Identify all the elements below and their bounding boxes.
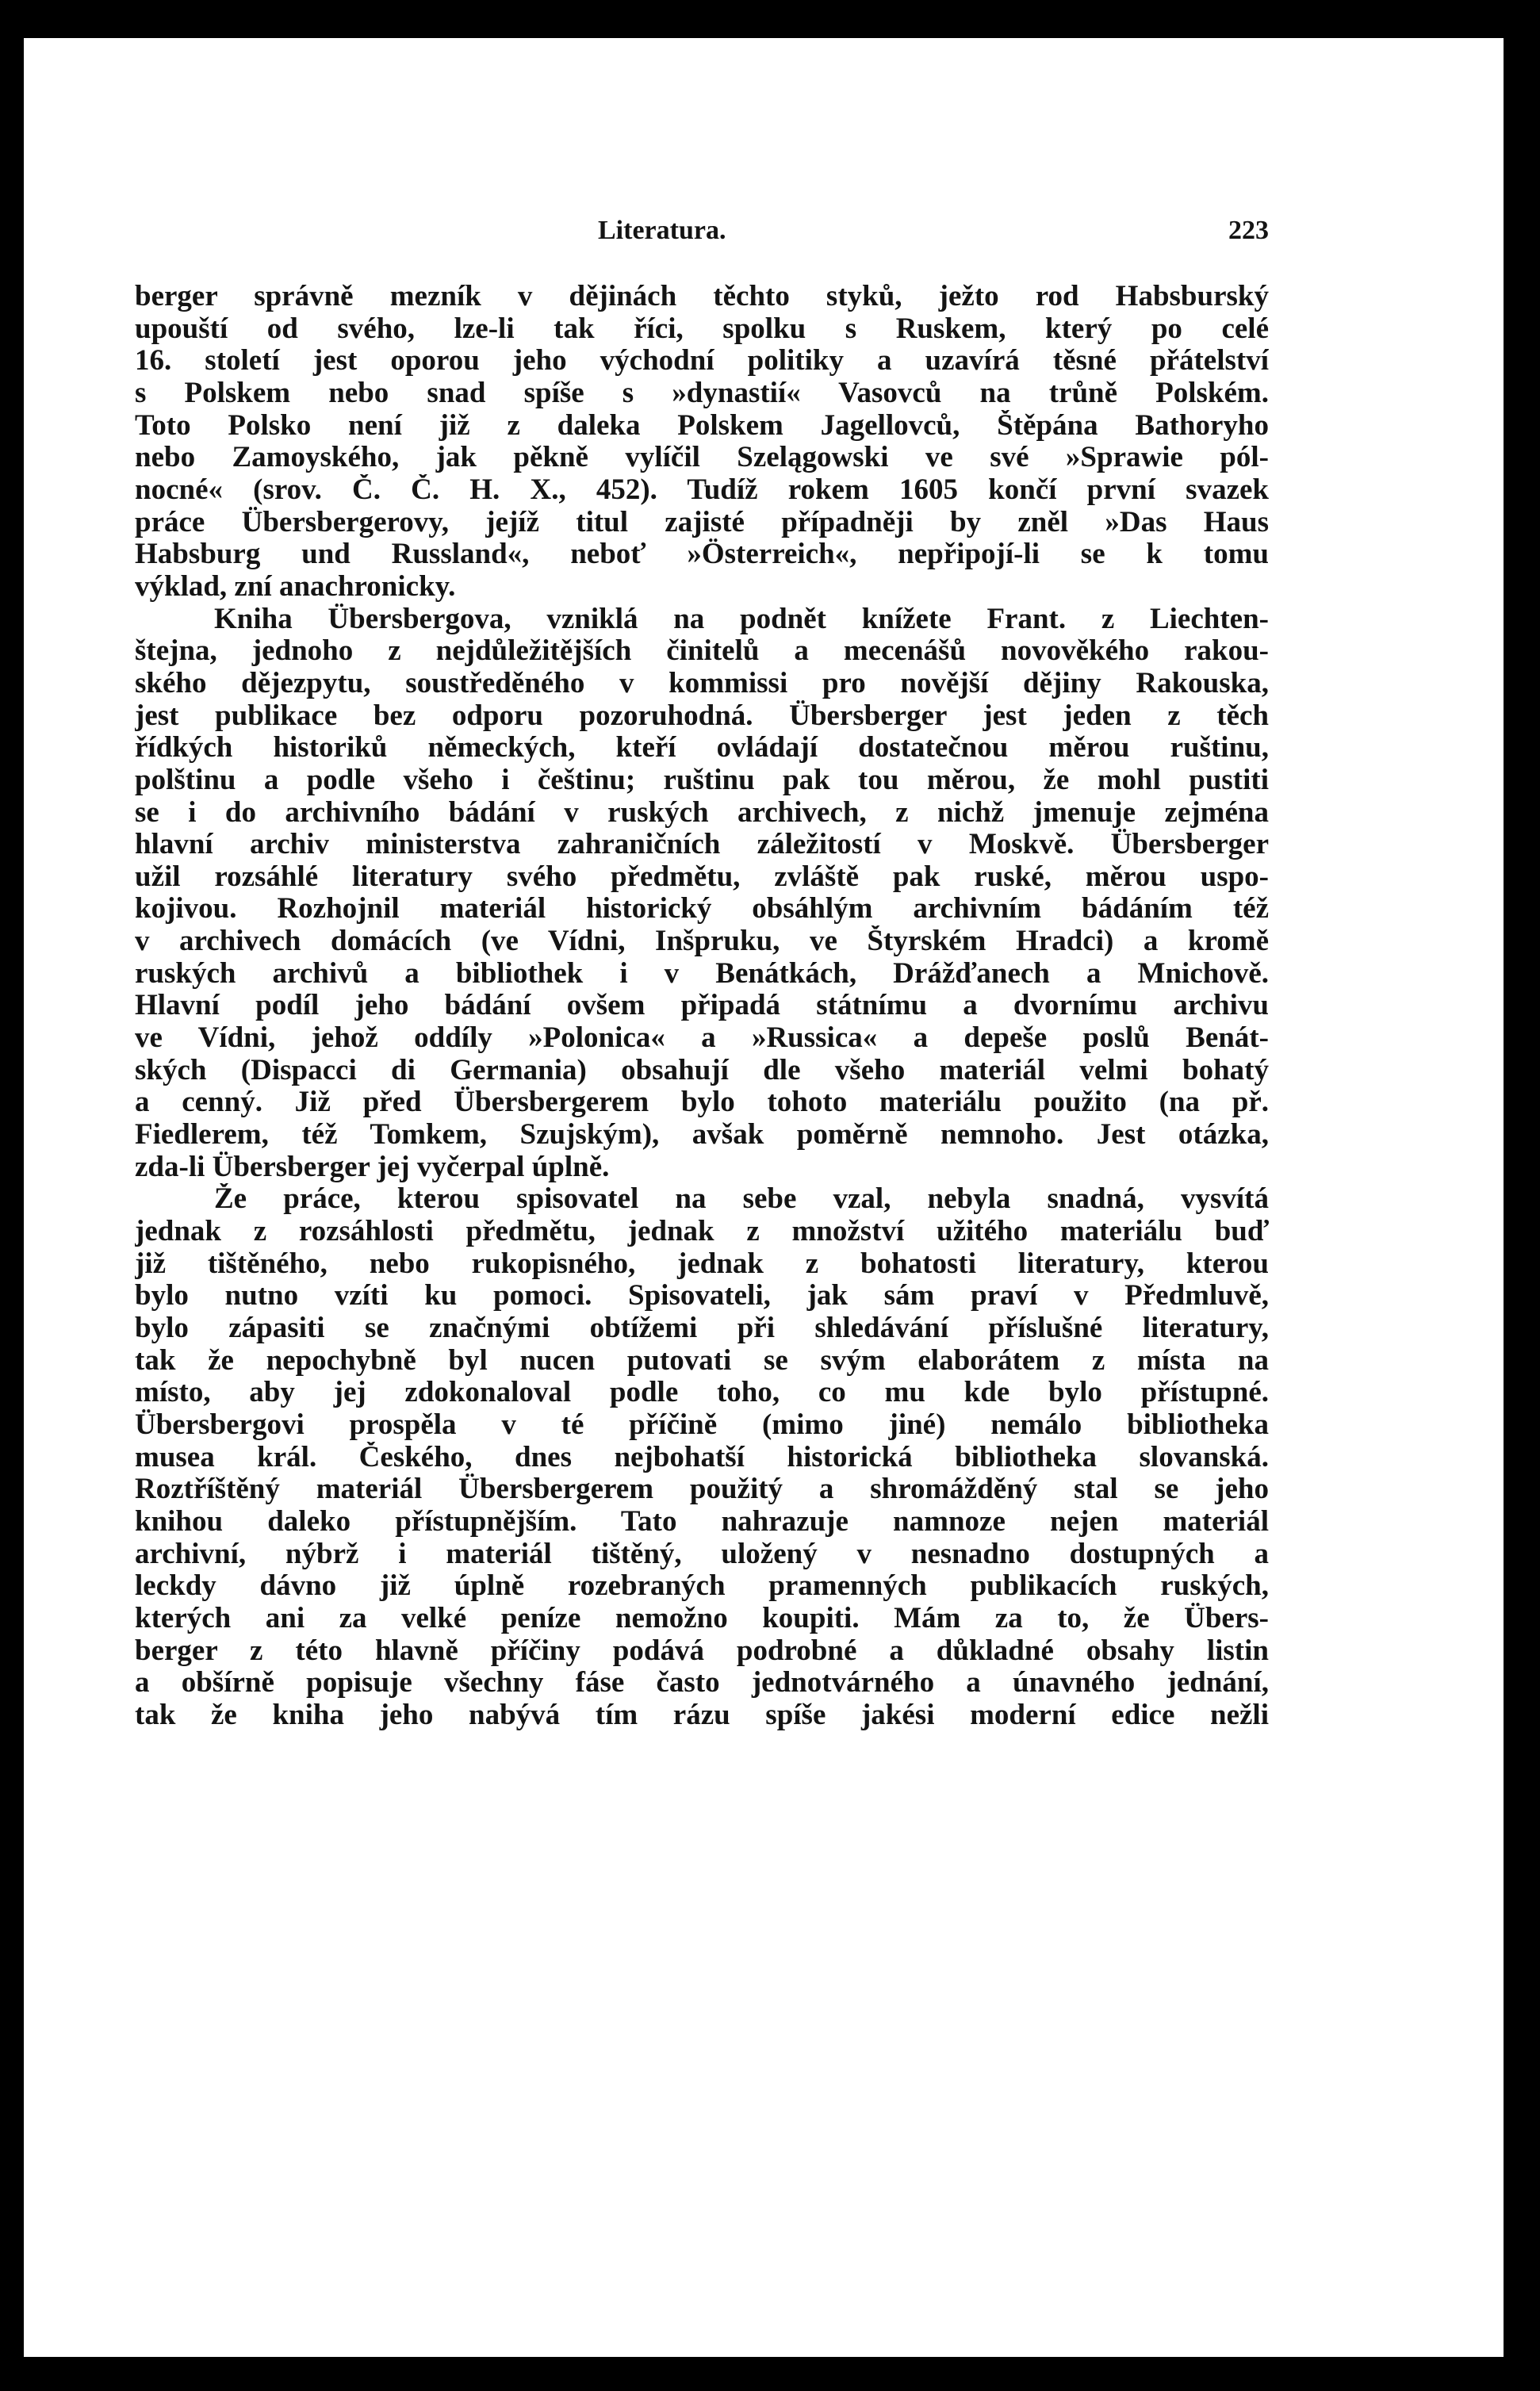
page-number: 223 [1228,216,1269,245]
text-line: a cenný. Již před Übersbergerem bylo tohoto materiálu použito (na př. [135,1086,1269,1119]
text-line: řídkých historiků německých, kteří ovládají dostatečnou měrou ruštinu, [135,732,1269,764]
text-line: Fiedlerem, též Tomkem, Szujským), avšak poměrně nemnoho. Jest otázka, [135,1119,1269,1151]
text-line: ských (Dispacci di Germania) obsahují dle všeho materiál velmi bohatý [135,1054,1269,1086]
text-line: hlavní archiv ministerstva zahraničních záležitostí v Moskvě. Übersberger [135,829,1269,861]
text-line: 16. století jest oporou jeho východní politiky a uzavírá těsné přátelství [135,345,1269,377]
text-line: jest publikace bez odporu pozoruhodná. Übersberger jest jeden z těch [135,699,1269,732]
text-line: musea král. Českého, dnes nejbohatší historická bibliotheka slovanská. [135,1441,1269,1473]
paragraph [135,281,1269,603]
text-line: Übersbergovi prospěla v té příčině (mimo jiné) nemálo bibliotheka [135,1408,1269,1441]
text-line: berger z této hlavně příčiny podává podrobné a důkladné obsahy listin [135,1634,1269,1667]
text-line: Roztříštěný materiál Übersbergerem použitý a shromážděný stal se jeho [135,1473,1269,1506]
text-line: štejna, jednoho z nejdůležitějších činitelů a mecenášů novověkého rakou- [135,635,1269,668]
text-line: nocné« (srov. Č. Č. H. X., 452). Tudíž rokem 1605 končí první svazek [135,473,1269,506]
text-line: Toto Polsko není již z daleka Polskem Jagellovců, Štěpána Bathoryho [135,409,1269,442]
text-line: užil rozsáhlé literatury svého předmětu, zvláště pak ruské, měrou uspo- [135,860,1269,893]
text-line: jednak z rozsáhlosti předmětu, jednak z množství užitého materiálu buď [135,1216,1269,1248]
text-line: s Polskem nebo snad spíše s »dynastií« Vasovců na trůně Polském. [135,377,1269,409]
text-line: již tištěného, nebo rukopisného, jednak z bohatosti literatury, kterou [135,1247,1269,1280]
text-line: se i do archivního bádání v ruských archivech, z nichž jmenuje zejména [135,796,1269,829]
text-line: nebo Zamoyského, jak pěkně vylíčil Szelągowski ve své »Sprawie pól- [135,442,1269,474]
text-line: práce Übersbergerovy, jejíž titul zajisté případněji by zněl »Das Haus [135,506,1269,538]
text-line: místo, aby jej zdokonaloval podle toho, co mu kde bylo přístupné. [135,1377,1269,1409]
text-line: v archivech domácích (ve Vídni, Inšpruku, ve Štyrském Hradci) a kromě [135,925,1269,958]
text-line: ve Vídni, jehož oddíly »Polonica« a »Russica« a depeše poslů Benát- [135,1022,1269,1055]
text-line: tak že kniha jeho nabývá tím rázu spíše jakési moderní edice nežli [135,1699,1269,1731]
text-line: výklad, zní anachronicky. [135,570,456,603]
running-title: Literatura. [598,216,726,245]
text-line: bylo zápasiti se značnými obtížemi při shledávání příslušné literatury, [135,1312,1269,1344]
text-line: Že práce, kterou spisovatel na sebe vzal, nebyla snadná, vysvítá [214,1183,1269,1216]
text-line: ského dějezpytu, soustředěného v kommissi pro novější dějiny Rakouska, [135,667,1269,699]
scanned-page [24,38,1504,2357]
text-line: Habsburg und Russland«, neboť »Österreich«, nepřipojí-li se k tomu [135,538,1269,571]
text-line: kterých ani za velké peníze nemožno koupiti. Mám za to, že Übers- [135,1602,1269,1634]
text-line: a obšírně popisuje všechny fáse často jednotvárného a únavného jednání, [135,1667,1269,1699]
text-line: upouští od svého, lze-li tak říci, spolku s Ruskem, který po celé [135,312,1269,345]
running-head [135,216,1269,263]
paragraph [135,1183,1269,1731]
text-line: zda-li Übersberger jej vyčerpal úplně. [135,1151,610,1183]
text-line: archivní, nýbrž i materiál tištěný, uložený v nesnadno dostupných a [135,1538,1269,1570]
text-line: ruských archivů a bibliothek i v Benátkách, Drážďanech a Mnichově. [135,957,1269,990]
text-line: Kniha Übersbergova, vzniklá na podnět knížete Frant. z Liechten- [214,603,1269,635]
text-line: kojivou. Rozhojnil materiál historický obsáhlým archivním bádáním též [135,893,1269,925]
text-line: leckdy dávno již úplně rozebraných pramenných publikacích ruských, [135,1570,1269,1603]
paragraph [135,603,1269,1184]
text-line: berger správně mezník v dějinách těchto styků, ježto rod Habsburský [135,281,1269,312]
text-line: Hlavní podíl jeho bádání ovšem připadá státnímu a dvornímu archivu [135,990,1269,1022]
text-line: polštinu a podle všeho i češtinu; ruštinu pak tou měrou, že mohl pustiti [135,764,1269,796]
text-line: bylo nutno vzíti ku pomoci. Spisovateli, jak sám praví v Předmluvě, [135,1280,1269,1312]
body-text [135,281,1269,1732]
text-line: tak že nepochybně byl nucen putovati se svým elaborátem z místa na [135,1344,1269,1377]
text-line: knihou daleko přístupnějším. Tato nahrazuje namnoze nejen materiál [135,1505,1269,1538]
